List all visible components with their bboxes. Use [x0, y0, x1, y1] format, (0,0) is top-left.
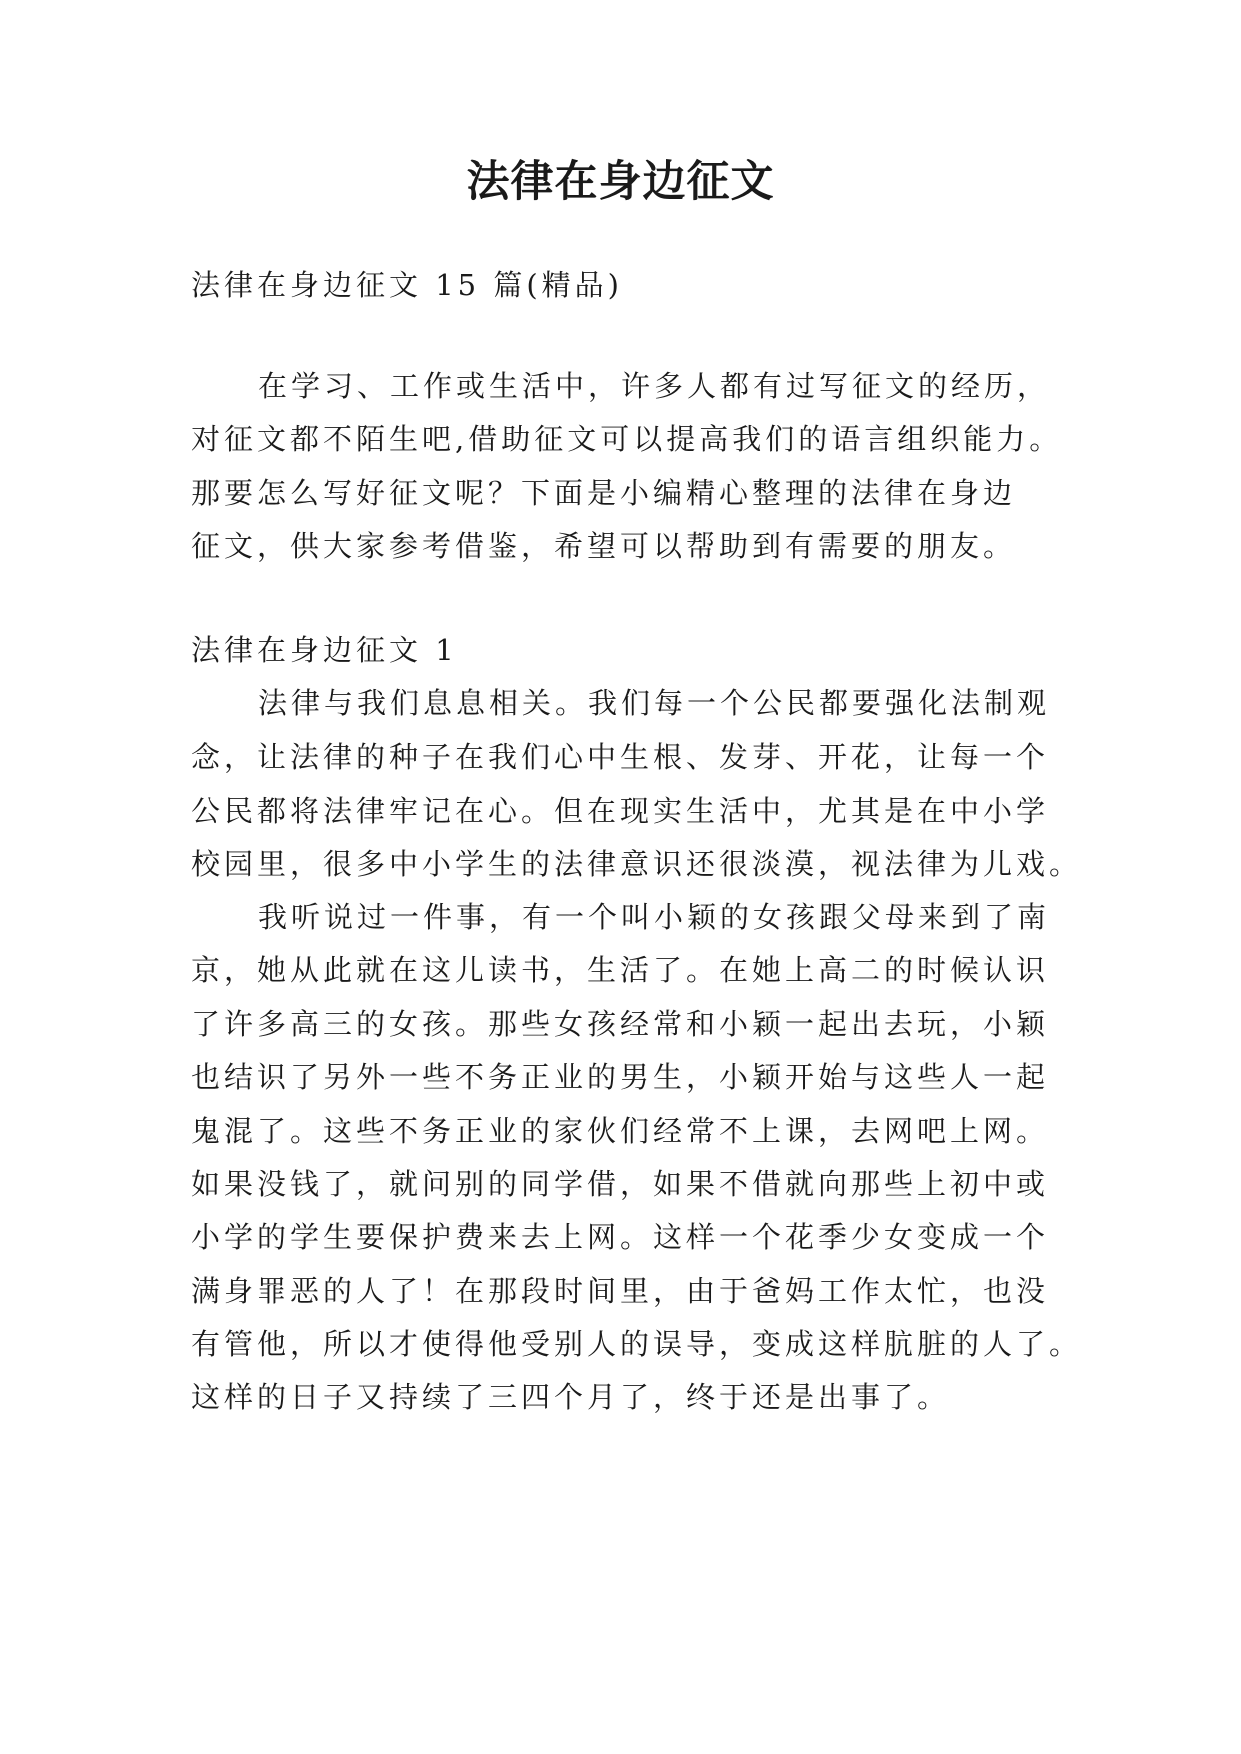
paragraph2-line-7: 小学的学生要保护费来去上网。这样一个花季少女变成一个 [191, 1220, 1050, 1254]
paragraph2-line-2: 京，她从此就在这儿读书，生活了。在她上高二的时候认识 [191, 953, 1050, 987]
paragraph2-line-8: 满身罪恶的人了！在那段时间里，由于爸妈工作太忙，也没 [191, 1274, 1050, 1308]
document-subtitle: 法律在身边征文 15 篇(精品) [191, 268, 623, 302]
intro-line-1: 在学习、工作或生活中，许多人都有过写征文的经历， [258, 369, 1051, 403]
paragraph2-line-1: 我听说过一件事，有一个叫小颖的女孩跟父母来到了南 [258, 900, 1051, 934]
intro-line-4: 征文，供大家参考借鉴，希望可以帮助到有需要的朋友。 [191, 529, 1017, 563]
paragraph2-line-9: 有管他，所以才使得他受别人的误导，变成这样肮脏的人了。 [191, 1327, 1083, 1361]
paragraph2-line-3: 了许多高三的女孩。那些女孩经常和小颖一起出去玩，小颖 [191, 1007, 1050, 1041]
paragraph1-line-3: 公民都将法律牢记在心。但在现实生活中，尤其是在中小学 [191, 794, 1050, 828]
paragraph2-line-4: 也结识了另外一些不务正业的男生，小颖开始与这些人一起 [191, 1060, 1050, 1094]
intro-line-3: 那要怎么写好征文呢？下面是小编精心整理的法律在身边 [191, 476, 1017, 510]
paragraph1-line-4: 校园里，很多中小学生的法律意识还很淡漠，视法律为儿戏。 [191, 847, 1083, 881]
paragraph1-line-2: 念，让法律的种子在我们心中生根、发芽、开花，让每一个 [191, 740, 1050, 774]
section-heading: 法律在身边征文 1 [191, 633, 458, 667]
intro-line-2: 对征文都不陌生吧,借助征文可以提高我们的语言组织能力。 [191, 422, 1063, 456]
document-title: 法律在身边征文 [466, 157, 775, 207]
paragraph2-line-5: 鬼混了。这些不务正业的家伙们经常不上课，去网吧上网。 [191, 1114, 1050, 1148]
paragraph2-line-6: 如果没钱了，就问别的同学借，如果不借就向那些上初中或 [191, 1167, 1050, 1201]
paragraph2-line-10: 这样的日子又持续了三四个月了，终于还是出事了。 [191, 1380, 951, 1414]
paragraph1-line-1: 法律与我们息息相关。我们每一个公民都要强化法制观 [258, 686, 1051, 720]
